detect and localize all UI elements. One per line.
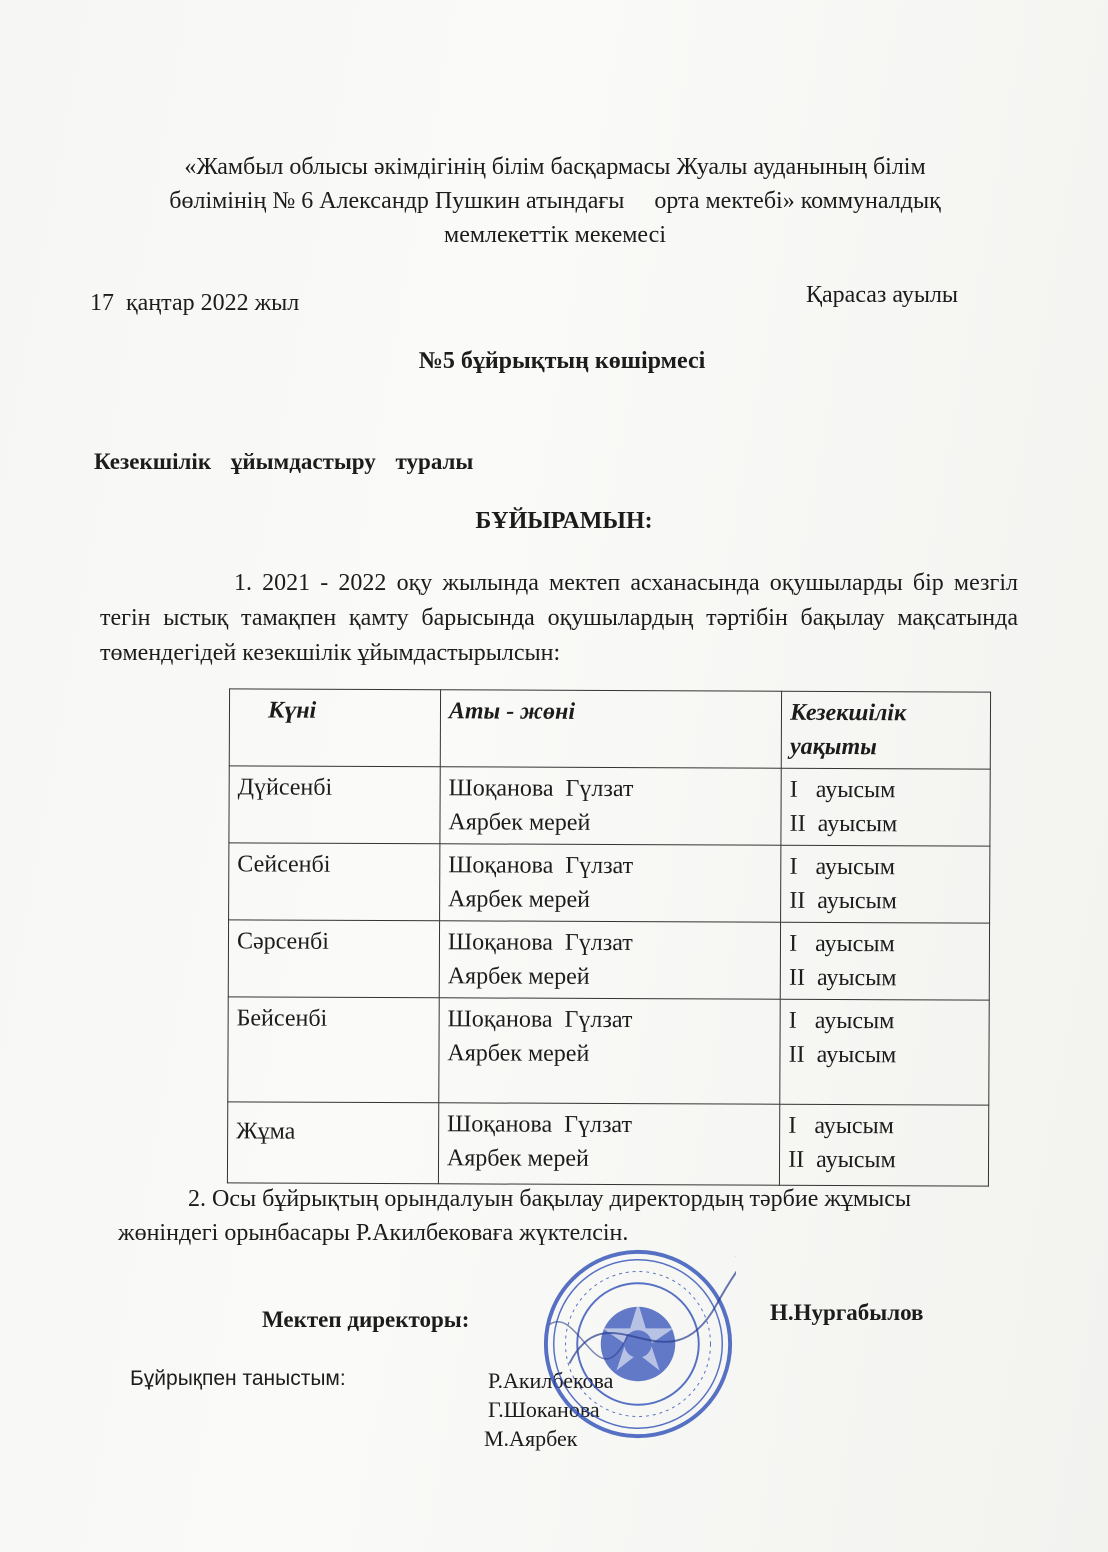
name-line: Шоқанова Гүлзат bbox=[447, 1006, 633, 1034]
institution-header bbox=[90, 150, 1020, 252]
paragraph-1: 1. 2021 - 2022 оқу жылында мектеп асханасында оқушыларды бір мезгіл тегін ыстық тамақпен қамту барысында оқушылардың тәртібін бақылау мақсатында төмендегідей кезекшілік ұйымдастырылсын: bbox=[100, 570, 1018, 666]
duty-schedule-table bbox=[227, 688, 991, 1186]
names-cell bbox=[439, 998, 781, 1104]
table-row bbox=[229, 766, 990, 846]
name-line: Шоқанова Гүлзат bbox=[447, 929, 633, 957]
name-line: Аярбек мерей bbox=[448, 809, 591, 836]
column-header-name: Аты - жөні bbox=[440, 690, 782, 768]
acknowledged-name: Г.Шоканова bbox=[488, 1397, 600, 1422]
names-cell bbox=[439, 844, 781, 922]
shift-line: II ауысым bbox=[789, 887, 897, 915]
shift-line: I ауысым bbox=[788, 1112, 894, 1140]
acknowledged-label: Бұйрықпен таныстым: bbox=[130, 1367, 346, 1390]
shift-cell bbox=[780, 1104, 989, 1186]
official-stamp-icon bbox=[540, 1246, 736, 1442]
shift-line: I ауысым bbox=[789, 930, 895, 958]
shift-line: II ауысым bbox=[789, 810, 898, 838]
names-cell bbox=[439, 921, 781, 999]
header-line-1: «Жамбыл облысы әкімдігінің білім басқармасы Жуалы ауданының білім bbox=[184, 154, 926, 180]
name-line: Аярбек мерей bbox=[447, 1040, 590, 1067]
document-subject: Кезекшілік ұйымдастыру туралы bbox=[94, 449, 474, 474]
shift-line: II ауысым bbox=[788, 964, 897, 992]
day-cell: Сейсенбі bbox=[229, 843, 440, 921]
acknowledged-name: М.Аярбек bbox=[484, 1426, 578, 1451]
table-row bbox=[229, 843, 990, 923]
director-name: Н.Нургабылов bbox=[770, 1300, 924, 1325]
table-row bbox=[227, 1102, 988, 1186]
table-row bbox=[228, 997, 989, 1105]
shift-line: II ауысым bbox=[788, 1146, 896, 1174]
name-line: Шоқанова Гүлзат bbox=[448, 852, 634, 880]
header-line-2: бөлімінің № 6 Александр Пушкин атындағы орта мектебі» коммуналдық bbox=[169, 188, 941, 214]
day-cell: Сәрсенбі bbox=[228, 920, 439, 998]
shift-line: II ауысым bbox=[788, 1041, 897, 1069]
header-line-3: мемлекеттік мекемесі bbox=[444, 222, 666, 248]
column-header-time: Кезекшілік уақыты bbox=[781, 691, 990, 769]
day-cell: Бейсенбі bbox=[228, 997, 439, 1103]
shift-cell bbox=[781, 768, 990, 846]
name-line: Аярбек мерей bbox=[448, 886, 591, 913]
table-header-row bbox=[229, 689, 990, 769]
name-line: Шоқанова Гүлзат bbox=[448, 775, 634, 803]
names-cell bbox=[440, 767, 782, 845]
day-cell: Жұма bbox=[227, 1102, 438, 1184]
document-date: 17 қаңтар 2022 жыл bbox=[90, 290, 300, 316]
shift-cell bbox=[781, 845, 990, 923]
shift-line: I ауысым bbox=[789, 776, 896, 804]
document-place: Қарасаз ауылы bbox=[806, 282, 959, 308]
order-heading: БҰЙЫРАМЫН: bbox=[475, 508, 653, 534]
shift-line: I ауысым bbox=[788, 1007, 895, 1035]
acknowledged-name: Р.Акилбекова bbox=[488, 1368, 614, 1393]
shift-line: I ауысым bbox=[789, 853, 896, 881]
name-line: Шоқанова Гүлзат bbox=[447, 1111, 633, 1139]
day-cell: Дүйсенбі bbox=[229, 766, 440, 844]
names-cell bbox=[438, 1103, 780, 1185]
document-title: №5 бұйрықтың көшірмесі bbox=[418, 348, 706, 374]
paragraph-2: 2. Осы бұйрықтың орындалуын бақылау директордың тәрбие жұмысы жөніндегі орынбасары Р.Акилбековаға жүктелсін. bbox=[118, 1186, 912, 1246]
name-line: Аярбек мерей bbox=[447, 963, 590, 990]
name-line: Аярбек мерей bbox=[446, 1145, 589, 1172]
column-header-day: Күні bbox=[229, 689, 440, 767]
shift-cell bbox=[780, 999, 989, 1105]
director-label: Мектеп директоры: bbox=[262, 1307, 470, 1332]
shift-cell bbox=[780, 922, 989, 1000]
table-row bbox=[228, 920, 989, 1000]
